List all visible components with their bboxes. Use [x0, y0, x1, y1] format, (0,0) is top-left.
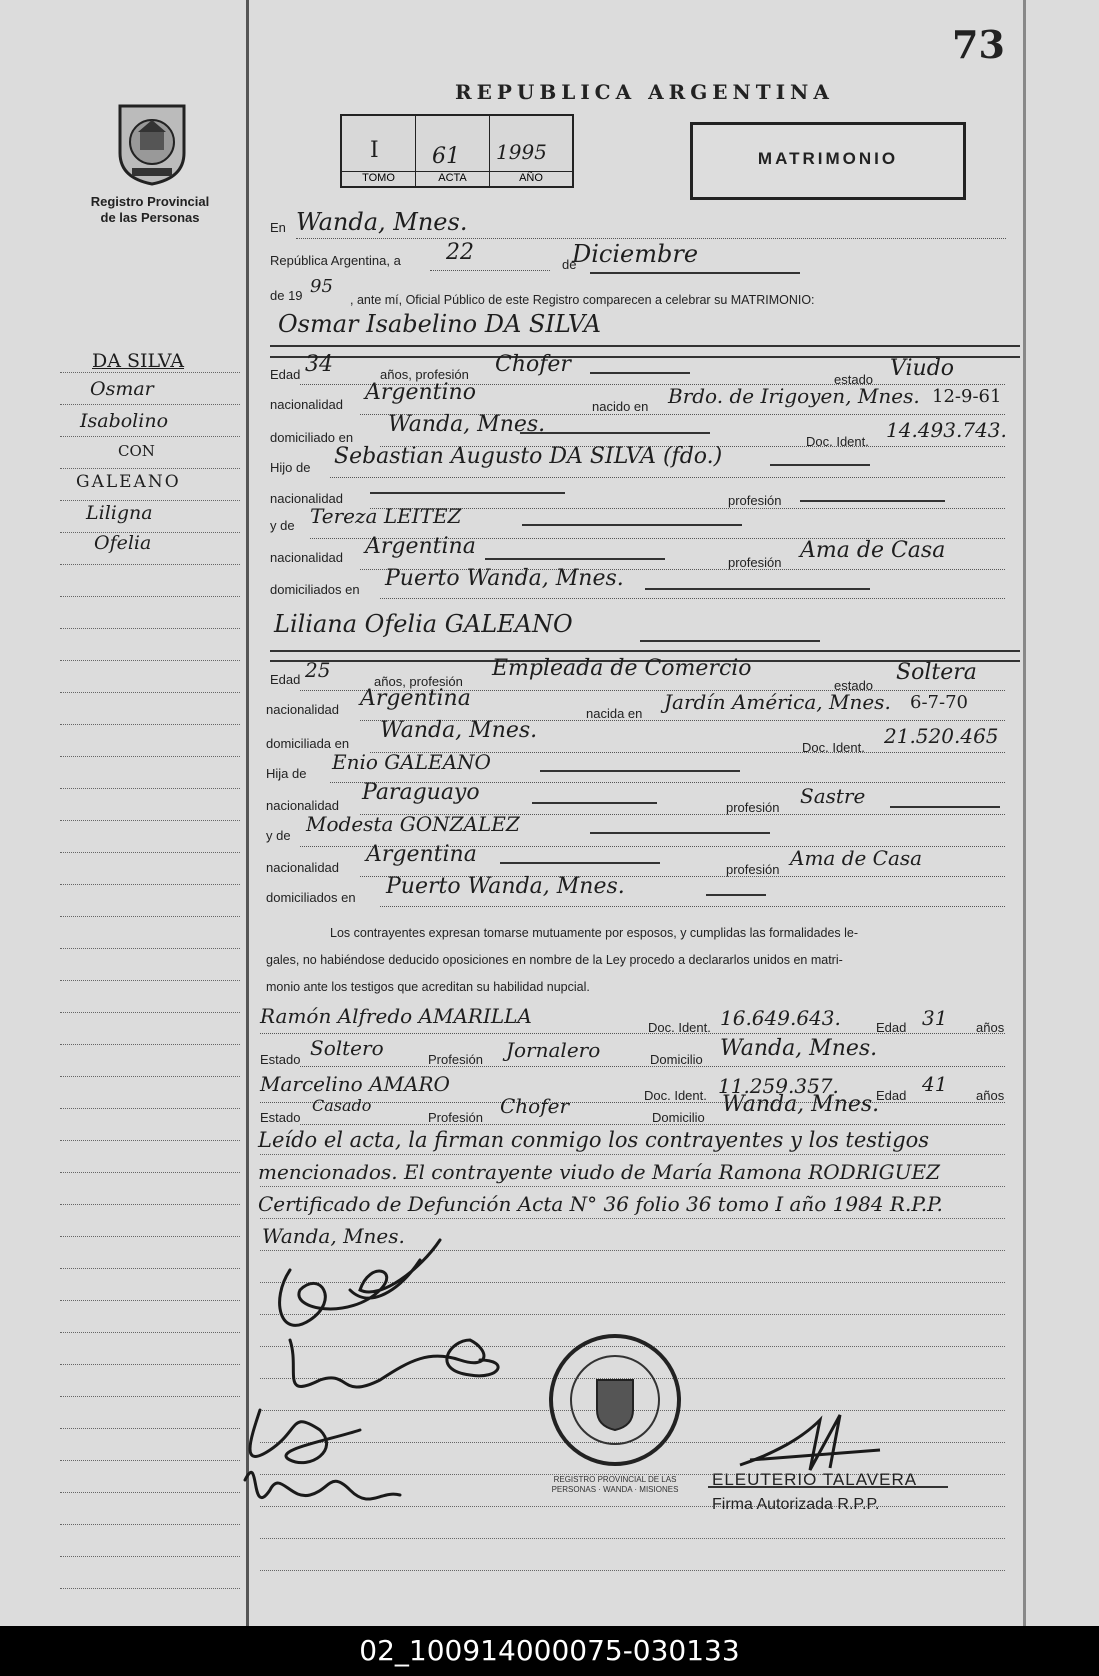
- year-label: de 19: [270, 288, 303, 303]
- bride-padre: Enio GALEANO: [332, 750, 491, 774]
- margin-rule-line: [60, 820, 240, 821]
- de-label: de: [562, 257, 577, 272]
- margin-rule-line: [60, 1556, 240, 1557]
- witness1-dom: Wanda, Mnes.: [720, 1036, 878, 1061]
- ano-label: AÑO: [490, 171, 572, 184]
- bride-madre-nac: Argentina: [366, 842, 477, 867]
- margin-rule-line: [60, 788, 240, 789]
- body-rule-line: [260, 1218, 1005, 1219]
- margin-rule-line: [60, 948, 240, 949]
- margin-rule-line: [60, 724, 240, 725]
- margin-rule-line: [60, 1460, 240, 1461]
- bride-estado: Soltera: [896, 660, 977, 685]
- intro-text: , ante mí, Oficial Público de este Registro comparecen a celebrar su MATRIMONIO:: [350, 293, 815, 307]
- margin-rule-line: [60, 692, 240, 693]
- margin-rule-line: [60, 564, 240, 565]
- groom-madre: Tereza LEITEZ: [310, 504, 462, 528]
- witness2-name: Marcelino AMARO: [260, 1072, 450, 1096]
- bride-edad-label: Edad: [270, 672, 301, 687]
- bride-yde-label: y de: [266, 828, 291, 843]
- witness2-edad-label: Edad: [876, 1088, 907, 1103]
- groom-edad: 34: [305, 352, 333, 377]
- bride-doc-label: Doc. Ident.: [802, 740, 865, 755]
- bride-padre-nac-label: nacionalidad: [266, 798, 340, 813]
- scan-footer-id: 02_100914000075-030133: [0, 1626, 1099, 1676]
- margin-rule-line: [60, 532, 240, 533]
- tomo-value: I: [370, 138, 379, 163]
- bride-doc: 21.520.465: [884, 724, 999, 748]
- ano-value: 1995: [496, 140, 547, 164]
- bride-nacida-label: nacida en: [586, 706, 643, 721]
- groom-hijo-label: Hijo de: [270, 460, 311, 475]
- declaration-line-1: Los contrayentes expresan tomarse mutuamente por esposos, y cumplidas las formalidades le-: [330, 926, 859, 940]
- year-suffix: 95: [310, 276, 333, 297]
- groom-doms-label: domiciliados en: [270, 582, 360, 597]
- witness2-prof: Chofer: [500, 1094, 570, 1118]
- margin-rule-line: [60, 1428, 240, 1429]
- margin-rule-line: [60, 660, 240, 661]
- bride-doms-label: domiciliados en: [266, 890, 356, 905]
- margin-rule-line: [60, 596, 240, 597]
- margin-rule-line: [60, 1108, 240, 1109]
- bride-padre-nac: Paraguayo: [362, 780, 480, 805]
- witness1-doc-label: Doc. Ident.: [648, 1020, 711, 1035]
- declaration-line-3: monio ante los testigos que acreditan su habilidad nupcial.: [266, 980, 590, 994]
- margin-rule-line: [60, 1396, 240, 1397]
- signature-scribbles-icon: [230, 1230, 550, 1530]
- note-line-3: Certificado de Defunción Acta N° 36 folio 36 tomo I año 1984 R.P.P.: [258, 1192, 943, 1216]
- official-stamp-icon: [545, 1330, 685, 1470]
- margin-name-2: Isabolino: [80, 410, 169, 432]
- margin-rule-line: [60, 1044, 240, 1045]
- note-line-1: Leído el acta, la firman conmigo los contrayentes y los testigos: [258, 1128, 930, 1152]
- witness1-dom-label: Domicilio: [650, 1052, 703, 1067]
- groom-dom-label: domiciliado en: [270, 430, 354, 445]
- groom-nac-label: nacionalidad: [270, 397, 344, 412]
- groom-padre: Sebastian Augusto DA SILVA (fdo.): [334, 444, 723, 469]
- margin-rule-line: [60, 1012, 240, 1013]
- witness2-anos-label: años: [976, 1088, 1005, 1103]
- groom-domicilio: Wanda, Mnes.: [388, 412, 546, 437]
- bride-edad: 25: [305, 658, 331, 682]
- document-type-box: [690, 122, 966, 200]
- groom-yde-label: y de: [270, 518, 295, 533]
- witness1-name: Ramón Alfredo AMARILLA: [260, 1004, 532, 1028]
- bride-madre-nac-label: nacionalidad: [266, 860, 340, 875]
- witness1-edad-label: Edad: [876, 1020, 907, 1035]
- witness2-prof-label: Profesión: [428, 1110, 483, 1125]
- body-rule-line: [260, 1538, 1005, 1539]
- groom-estado-label: estado: [834, 372, 874, 387]
- declaration-line-2: gales, no habiéndose deducido oposiciones en nombre de la Ley procedo a declararlos unidos en matri-: [266, 953, 843, 967]
- official-title: Firma Autorizada R.P.P.: [712, 1496, 880, 1513]
- bride-padre-prof-label: profesión: [726, 800, 780, 815]
- groom-anos-label: años, profesión: [380, 367, 469, 382]
- bride-estado-label: estado: [834, 678, 874, 693]
- groom-fecha-nac: 12-9-61: [932, 386, 1002, 407]
- bride-nacionalidad: Argentina: [360, 686, 471, 711]
- witness2-doc: 11.259.357.: [718, 1074, 839, 1098]
- groom-doms: Puerto Wanda, Mnes.: [385, 566, 624, 591]
- margin-rule-line: [60, 756, 240, 757]
- margin-rule-line: [60, 1332, 240, 1333]
- margin-rule-line: [60, 1236, 240, 1237]
- bride-domicilio: Wanda, Mnes.: [380, 718, 538, 743]
- witness1-edad: 31: [922, 1006, 948, 1030]
- groom-name: Osmar Isabelino DA SILVA: [278, 310, 601, 338]
- bride-madre-prof-label: profesión: [726, 862, 780, 877]
- stamp-text: REGISTRO PROVINCIAL DE LAS PERSONAS · WANDA · MISIONES: [551, 1475, 679, 1494]
- margin-rule-line: [60, 372, 240, 373]
- margin-rule-line: [60, 852, 240, 853]
- bride-name: Liliana Ofelia GALEANO: [274, 610, 573, 638]
- margin-rule-line: [60, 1300, 240, 1301]
- witness2-estado: Casado: [312, 1096, 372, 1115]
- groom-doc-label: Doc. Ident.: [806, 434, 869, 449]
- margin-rule-line: [60, 1076, 240, 1077]
- day: 22: [446, 240, 474, 265]
- country-title: REPUBLICA ARGENTINA: [455, 80, 834, 104]
- margin-rule-line: [60, 628, 240, 629]
- margin-rule-line: [60, 884, 240, 885]
- witness2-estado-label: Estado: [260, 1110, 301, 1125]
- acta-label: ACTA: [416, 171, 489, 184]
- witness2-dom-label: Domicilio: [652, 1110, 705, 1125]
- body-rule-line: [260, 1570, 1005, 1571]
- bride-padre-prof: Sastre: [800, 784, 866, 808]
- bride-profesion: Empleada de Comercio: [492, 656, 752, 681]
- page-number: 73: [952, 22, 1005, 67]
- bride-fecha-nac: 6-7-70: [910, 692, 968, 713]
- body-rule-line: [260, 1186, 1005, 1187]
- witness1-prof-label: Profesión: [428, 1052, 483, 1067]
- groom-doc: 14.493.743.: [886, 418, 1007, 442]
- republica-label: República Argentina, a: [270, 253, 401, 268]
- record-number-box: [340, 114, 574, 188]
- note-line-2: mencionados. El contrayente viudo de María Ramona RODRIGUEZ: [258, 1160, 940, 1184]
- margin-rule-line: [60, 436, 240, 437]
- groom-madre-prof: Ama de Casa: [800, 538, 946, 563]
- bride-nacida: Jardín América, Mnes.: [664, 690, 891, 714]
- bride-hija-label: Hija de: [266, 766, 307, 781]
- groom-edad-label: Edad: [270, 367, 301, 382]
- groom-nacido: Brdo. de Irigoyen, Mnes.: [668, 384, 920, 408]
- witness1-doc: 16.649.643.: [720, 1006, 841, 1030]
- margin-rule-line: [60, 1204, 240, 1205]
- groom-padre-nac-label: nacionalidad: [270, 491, 344, 506]
- provincial-seal-icon: [112, 98, 192, 188]
- witness2-dom: Wanda, Mnes.: [722, 1092, 880, 1117]
- witness1-estado: Soltero: [310, 1036, 384, 1060]
- margin-name-1: Osmar: [90, 378, 154, 400]
- witness2-doc-label: Doc. Ident.: [644, 1088, 707, 1103]
- margin-rule-line: [60, 1172, 240, 1173]
- margin-rule-line: [60, 1524, 240, 1525]
- margin-rule-line: [60, 1140, 240, 1141]
- document-type: MATRIMONIO: [757, 149, 899, 168]
- groom-estado: Viudo: [890, 356, 955, 381]
- registry-label: Registro Provincial de las Personas: [90, 194, 210, 225]
- bride-doms: Puerto Wanda, Mnes.: [386, 874, 625, 899]
- en-label: En: [270, 220, 286, 235]
- groom-profesion: Chofer: [495, 352, 571, 377]
- groom-madre-nac-label: nacionalidad: [270, 550, 344, 565]
- note-line-4: Wanda, Mnes.: [262, 1224, 405, 1248]
- witness1-estado-label: Estado: [260, 1052, 301, 1067]
- groom-madre-prof-label: profesión: [728, 555, 782, 570]
- margin-rule-line: [60, 1268, 240, 1269]
- bride-madre-prof: Ama de Casa: [790, 846, 923, 870]
- groom-padre-prof-label: profesión: [728, 493, 782, 508]
- margin-rule-line: [60, 1588, 240, 1589]
- groom-nacionalidad: Argentino: [365, 380, 476, 405]
- bride-dom-label: domiciliada en: [266, 736, 350, 751]
- official-name: ELEUTERIO TALAVERA: [712, 1470, 918, 1489]
- margin-rule-line: [60, 980, 240, 981]
- place: Wanda, Mnes.: [296, 208, 468, 236]
- margin-name-4: Ofelia: [94, 532, 152, 554]
- body-rule-line: [260, 1154, 1005, 1155]
- margin-surname: DA SILVA: [92, 350, 185, 372]
- margin-rule-line: [60, 916, 240, 917]
- bride-nac-label: nacionalidad: [266, 702, 340, 717]
- margin-name-3: Liligna: [86, 502, 153, 524]
- margin-rule-line: [60, 468, 240, 469]
- margin-con: CON: [118, 442, 155, 460]
- groom-nacido-label: nacido en: [592, 399, 649, 414]
- witness1-prof: Jornalero: [506, 1038, 601, 1062]
- month: Diciembre: [572, 240, 699, 268]
- witness2-edad: 41: [922, 1072, 948, 1096]
- tomo-label: TOMO: [342, 171, 415, 184]
- right-border-rule: [1023, 0, 1026, 1626]
- bride-anos-label: años, profesión: [374, 674, 463, 689]
- acta-value: 61: [432, 144, 460, 169]
- margin-rule-line: [60, 1492, 240, 1493]
- margin-surname-2: GALEANO: [76, 472, 181, 492]
- groom-madre-nac: Argentina: [365, 534, 476, 559]
- bride-madre: Modesta GONZALEZ: [306, 812, 520, 836]
- margin-rule-line: [60, 404, 240, 405]
- margin-rule-line: [60, 1364, 240, 1365]
- witness1-anos-label: años: [976, 1020, 1005, 1035]
- margin-rule-line: [60, 500, 240, 501]
